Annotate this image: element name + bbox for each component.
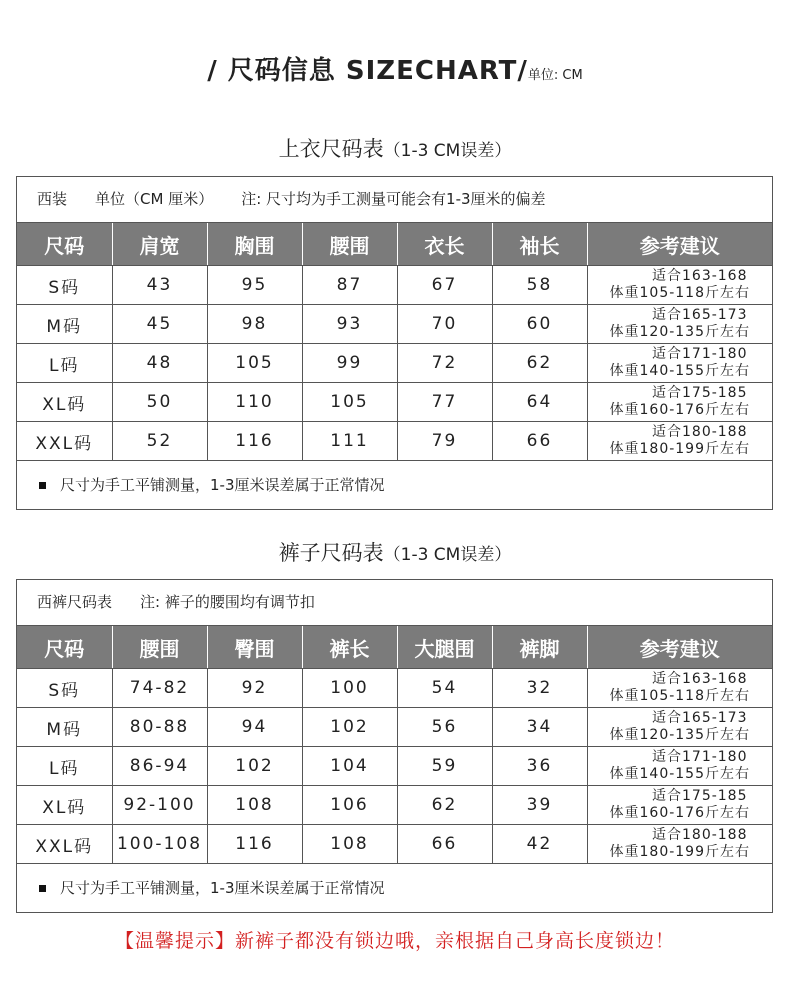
value-cell: 59 xyxy=(397,747,492,786)
size-cell: L码 xyxy=(17,747,112,786)
col-header: 参考建议 xyxy=(587,223,772,266)
table-row xyxy=(17,747,772,786)
value-cell: 100 xyxy=(302,669,397,708)
value-cell: 92-100 xyxy=(112,786,207,825)
value-cell: 93 xyxy=(302,305,397,344)
value-cell: 116 xyxy=(207,825,302,864)
value-cell: 95 xyxy=(207,266,302,305)
value-cell: 43 xyxy=(112,266,207,305)
pants-size-chart xyxy=(16,579,773,913)
value-cell: 58 xyxy=(492,266,587,305)
col-header: 臀围 xyxy=(207,626,302,669)
col-header: 腰围 xyxy=(302,223,397,266)
suggest-weight: 体重140-155斤左右 xyxy=(609,766,750,782)
suggest-height: 适合171-180 xyxy=(652,749,748,765)
table-row xyxy=(17,383,772,422)
suggestion-cell xyxy=(587,747,772,786)
table-row xyxy=(17,825,772,864)
suggest-weight: 体重180-199斤左右 xyxy=(609,844,750,860)
table-row xyxy=(17,266,772,305)
pants-chart-title-text: 裤子尺码表 xyxy=(278,541,384,565)
value-cell: 52 xyxy=(112,422,207,461)
value-cell: 108 xyxy=(302,825,397,864)
top-footer-text: 尺寸为手工平铺测量，1-3厘米误差属于正常情况 xyxy=(60,476,385,494)
size-cell: M码 xyxy=(17,708,112,747)
size-cell: XL码 xyxy=(17,383,112,422)
top-note-text: 注: 尺寸均为手工测量可能会有1-3厘米的偏差 xyxy=(241,190,546,208)
table-row xyxy=(17,708,772,747)
table-row xyxy=(17,669,772,708)
pants-chart-title-note: （1-3 CM误差） xyxy=(383,545,512,565)
size-cell: M码 xyxy=(17,305,112,344)
value-cell: 60 xyxy=(492,305,587,344)
pants-chart-title xyxy=(0,537,790,567)
size-cell: S码 xyxy=(17,669,112,708)
suggest-weight: 体重160-176斤左右 xyxy=(609,805,750,821)
size-cell: XL码 xyxy=(17,786,112,825)
value-cell: 56 xyxy=(397,708,492,747)
value-cell: 108 xyxy=(207,786,302,825)
suggestion-cell xyxy=(587,422,772,461)
value-cell: 77 xyxy=(397,383,492,422)
value-cell: 94 xyxy=(207,708,302,747)
pants-footer-note xyxy=(17,864,772,912)
value-cell: 42 xyxy=(492,825,587,864)
suggest-weight: 体重120-135斤左右 xyxy=(609,727,750,743)
pants-note-row xyxy=(17,580,772,626)
top-note-category: 西装 xyxy=(37,190,68,208)
col-header: 腰围 xyxy=(112,626,207,669)
value-cell: 92 xyxy=(207,669,302,708)
suggest-height: 适合165-173 xyxy=(652,710,748,726)
value-cell: 50 xyxy=(112,383,207,422)
table-row xyxy=(17,422,772,461)
col-header: 胸围 xyxy=(207,223,302,266)
suggestion-cell xyxy=(587,266,772,305)
suggest-height: 适合175-185 xyxy=(652,788,748,804)
value-cell: 32 xyxy=(492,669,587,708)
pants-note-text: 注: 裤子的腰围均有调节扣 xyxy=(140,593,315,611)
top-note-unit: 单位（CM 厘米） xyxy=(95,190,214,208)
col-header: 大腿围 xyxy=(397,626,492,669)
suggestion-cell xyxy=(587,669,772,708)
table-row xyxy=(17,305,772,344)
suggest-height: 适合171-180 xyxy=(652,346,748,362)
value-cell: 99 xyxy=(302,344,397,383)
value-cell: 102 xyxy=(207,747,302,786)
value-cell: 80-88 xyxy=(112,708,207,747)
suggest-weight: 体重140-155斤左右 xyxy=(609,363,750,379)
top-chart-title xyxy=(0,133,790,163)
top-table xyxy=(17,223,772,461)
suggestion-cell xyxy=(587,344,772,383)
pants-table-header xyxy=(17,626,772,669)
suggest-height: 适合180-188 xyxy=(652,827,748,843)
pants-footer-text: 尺寸为手工平铺测量，1-3厘米误差属于正常情况 xyxy=(60,879,385,897)
value-cell: 105 xyxy=(302,383,397,422)
value-cell: 34 xyxy=(492,708,587,747)
bullet-icon xyxy=(39,885,46,892)
col-header: 尺码 xyxy=(17,626,112,669)
value-cell: 106 xyxy=(302,786,397,825)
warm-tip: 【温馨提示】新裤子都没有锁边哦，亲根据自己身高长度锁边！ xyxy=(114,930,675,952)
size-cell: S码 xyxy=(17,266,112,305)
bullet-icon xyxy=(39,482,46,489)
table-row xyxy=(17,786,772,825)
value-cell: 86-94 xyxy=(112,747,207,786)
value-cell: 39 xyxy=(492,786,587,825)
suggest-height: 适合163-168 xyxy=(652,671,748,687)
value-cell: 72 xyxy=(397,344,492,383)
top-chart-title-note: （1-3 CM误差） xyxy=(383,141,512,161)
pants-note-category: 西裤尺码表 xyxy=(37,593,113,611)
col-header: 裤长 xyxy=(302,626,397,669)
top-table-header xyxy=(17,223,772,266)
value-cell: 100-108 xyxy=(112,825,207,864)
suggest-height: 适合165-173 xyxy=(652,307,748,323)
top-chart-title-text: 上衣尺码表 xyxy=(278,137,384,161)
suggest-weight: 体重120-135斤左右 xyxy=(609,324,750,340)
size-cell: XXL码 xyxy=(17,422,112,461)
suggestion-cell xyxy=(587,825,772,864)
suggest-weight: 体重105-118斤左右 xyxy=(609,285,750,301)
value-cell: 104 xyxy=(302,747,397,786)
value-cell: 116 xyxy=(207,422,302,461)
value-cell: 66 xyxy=(492,422,587,461)
value-cell: 67 xyxy=(397,266,492,305)
col-header: 袖长 xyxy=(492,223,587,266)
top-size-chart xyxy=(16,176,773,510)
value-cell: 70 xyxy=(397,305,492,344)
value-cell: 98 xyxy=(207,305,302,344)
suggest-height: 适合163-168 xyxy=(652,268,748,284)
col-header: 尺码 xyxy=(17,223,112,266)
suggest-height: 适合180-188 xyxy=(652,424,748,440)
value-cell: 79 xyxy=(397,422,492,461)
value-cell: 110 xyxy=(207,383,302,422)
suggestion-cell xyxy=(587,383,772,422)
value-cell: 62 xyxy=(492,344,587,383)
page-header xyxy=(0,50,790,87)
unit-label: 单位: CM xyxy=(527,68,583,83)
suggestion-cell xyxy=(587,305,772,344)
suggestion-cell xyxy=(587,708,772,747)
value-cell: 48 xyxy=(112,344,207,383)
value-cell: 105 xyxy=(207,344,302,383)
suggest-weight: 体重105-118斤左右 xyxy=(609,688,750,704)
value-cell: 45 xyxy=(112,305,207,344)
col-header: 肩宽 xyxy=(112,223,207,266)
size-cell: L码 xyxy=(17,344,112,383)
suggest-weight: 体重160-176斤左右 xyxy=(609,402,750,418)
top-footer-note xyxy=(17,461,772,509)
size-cell: XXL码 xyxy=(17,825,112,864)
col-header: 参考建议 xyxy=(587,626,772,669)
top-note-row xyxy=(17,177,772,223)
value-cell: 64 xyxy=(492,383,587,422)
value-cell: 54 xyxy=(397,669,492,708)
value-cell: 36 xyxy=(492,747,587,786)
value-cell: 62 xyxy=(397,786,492,825)
col-header: 衣长 xyxy=(397,223,492,266)
value-cell: 74-82 xyxy=(112,669,207,708)
suggest-height: 适合175-185 xyxy=(652,385,748,401)
page-title: / 尺码信息 SIZECHART/ xyxy=(207,56,528,86)
value-cell: 66 xyxy=(397,825,492,864)
pants-table xyxy=(17,626,772,864)
col-header: 裤脚 xyxy=(492,626,587,669)
value-cell: 111 xyxy=(302,422,397,461)
table-row xyxy=(17,344,772,383)
value-cell: 102 xyxy=(302,708,397,747)
value-cell: 87 xyxy=(302,266,397,305)
suggest-weight: 体重180-199斤左右 xyxy=(609,441,750,457)
suggestion-cell xyxy=(587,786,772,825)
